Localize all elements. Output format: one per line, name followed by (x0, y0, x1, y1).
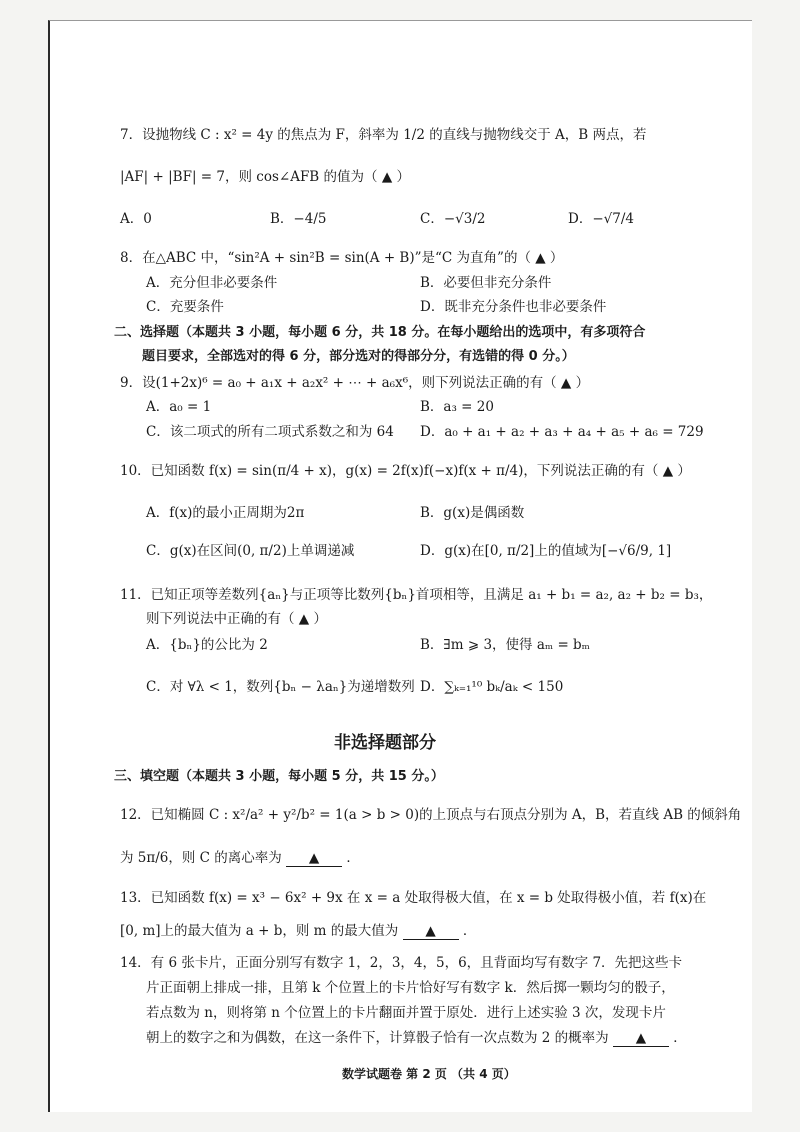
q7-option-b: B．−4/5 (270, 211, 327, 227)
q14-line4-end: ． (673, 1030, 687, 1046)
q13-line2-end: ． (462, 923, 477, 939)
q12-line2 (120, 846, 360, 867)
q12-answer-blank: ▲ (286, 850, 342, 867)
q11-line1: 11．已知正项等差数列{aₙ}与正项等比数列{bₙ}首项相等，且满足 a₁ + b₁ = a₂, a₂ + b₂ = b₃， (120, 587, 713, 603)
q8-option-c: C．充要条件 (146, 299, 224, 315)
q14-answer-blank: ▲ (613, 1030, 669, 1047)
q14-line1: 14．有 6 张卡片，正面分别写有数字 1，2，3，4，5，6，且背面均写有数字 7．先把这些卡 (120, 955, 683, 971)
q10-option-a: A．f(x)的最小正周期为2π (146, 505, 305, 521)
q12-line1: 12．已知椭圆 C : x²/a² + y²/b² = 1(a > b > 0)的上顶点与右顶点分别为 A，B，若直线 AB 的倾斜角 (120, 807, 742, 823)
q7-line2: |AF| + |BF| = 7，则 cos∠AFB 的值为（ ▲ ） (120, 169, 410, 185)
q13-answer-blank: ▲ (403, 923, 459, 940)
exam-page (48, 20, 752, 1112)
section2-header-line1: 二、选择题（本题共 3 小题，每小题 6 分，共 18 分。在每小题给出的选项中，有多项符合 (114, 325, 646, 340)
q14-line2: 片正面朝上排成一排，且第 k 个位置上的卡片恰好写有数字 k．然后掷一颗均匀的骰子， (146, 980, 675, 996)
q14-line4-text: 朝上的数字之和为偶数，在这一条件下，计算骰子恰有一次点数为 2 的概率为 (146, 1030, 609, 1046)
q12-line2-end: ． (346, 850, 360, 866)
q10-option-d: D．g(x)在[0, π/2]上的值域为[−√6/9, 1] (420, 543, 672, 559)
q10-stem: 10．已知函数 f(x) = sin(π/4 + x)，g(x) = 2f(x)f(−x)f(x + π/4)，下列说法正确的有（ ▲ ） (120, 463, 691, 479)
q10-option-c: C．g(x)在区间(0, π/2)上单调递减 (146, 543, 355, 559)
q11-option-b: B．∃m ⩾ 3，使得 aₘ = bₘ (420, 637, 590, 653)
q11-line2: 则下列说法中正确的有（ ▲ ） (146, 611, 327, 627)
q7-line1: 7．设抛物线 C : x² = 4y 的焦点为 F，斜率为 1/2 的直线与抛物线交于 A，B 两点，若 (120, 127, 647, 143)
section3-header: 三、填空题（本题共 3 小题，每小题 5 分，共 15 分。） (114, 769, 444, 784)
section2-header-line2: 题目要求，全部选对的得 6 分，部分选对的得部分分，有选错的得 0 分。） (142, 349, 575, 364)
part-title: 非选择题部分 (334, 733, 436, 753)
q9-option-c: C．该二项式的所有二项式系数之和为 64 (146, 424, 394, 440)
q13-line2 (120, 919, 476, 940)
q8-stem: 8．在△ABC 中，“sin²A + sin²B = sin(A + B)”是“C 为直角”的（ ▲ ） (120, 250, 564, 266)
q7-option-d: D．−√7/4 (568, 211, 634, 227)
q12-line2-text: 为 5π/6，则 C 的离心率为 (120, 850, 282, 866)
q8-option-b: B．必要但非充分条件 (420, 275, 552, 291)
q10-option-b: B．g(x)是偶函数 (420, 505, 525, 521)
q9-stem: 9．设(1+2x)⁶ = a₀ + a₁x + a₂x² + ⋯ + a₆x⁶，则下列说法正确的有（ ▲ ） (120, 375, 590, 391)
q14-line4 (146, 1026, 687, 1047)
q7-option-c: C．−√3/2 (420, 211, 486, 227)
q9-option-b: B．a₃ = 20 (420, 399, 494, 415)
q11-option-d: D．∑ₖ₌₁¹⁰ bₖ/aₖ < 150 (420, 679, 564, 695)
page-footer: 数学试题卷 第 2 页 （共 4 页） (342, 1067, 516, 1081)
q7-option-a: A．0 (120, 211, 152, 227)
q9-option-d: D．a₀ + a₁ + a₂ + a₃ + a₄ + a₅ + a₆ = 729 (420, 424, 704, 440)
q11-option-c: C．对 ∀λ < 1，数列{bₙ − λaₙ}为递增数列 (146, 679, 415, 695)
q9-option-a: A．a₀ = 1 (146, 399, 212, 415)
q8-option-a: A．充分但非必要条件 (146, 275, 278, 291)
q11-option-a: A．{bₙ}的公比为 2 (146, 637, 268, 653)
q8-option-d: D．既非充分条件也非必要条件 (420, 299, 607, 315)
q13-line2-text: [0, m]上的最大值为 a + b，则 m 的最大值为 (120, 923, 399, 939)
q13-line1: 13．已知函数 f(x) = x³ − 6x² + 9x 在 x = a 处取得极大值，在 x = b 处取得极小值，若 f(x)在 (120, 890, 707, 906)
q14-line3: 若点数为 n，则将第 n 个位置上的卡片翻面并置于原处．进行上述实验 3 次，发现卡片 (146, 1005, 666, 1021)
